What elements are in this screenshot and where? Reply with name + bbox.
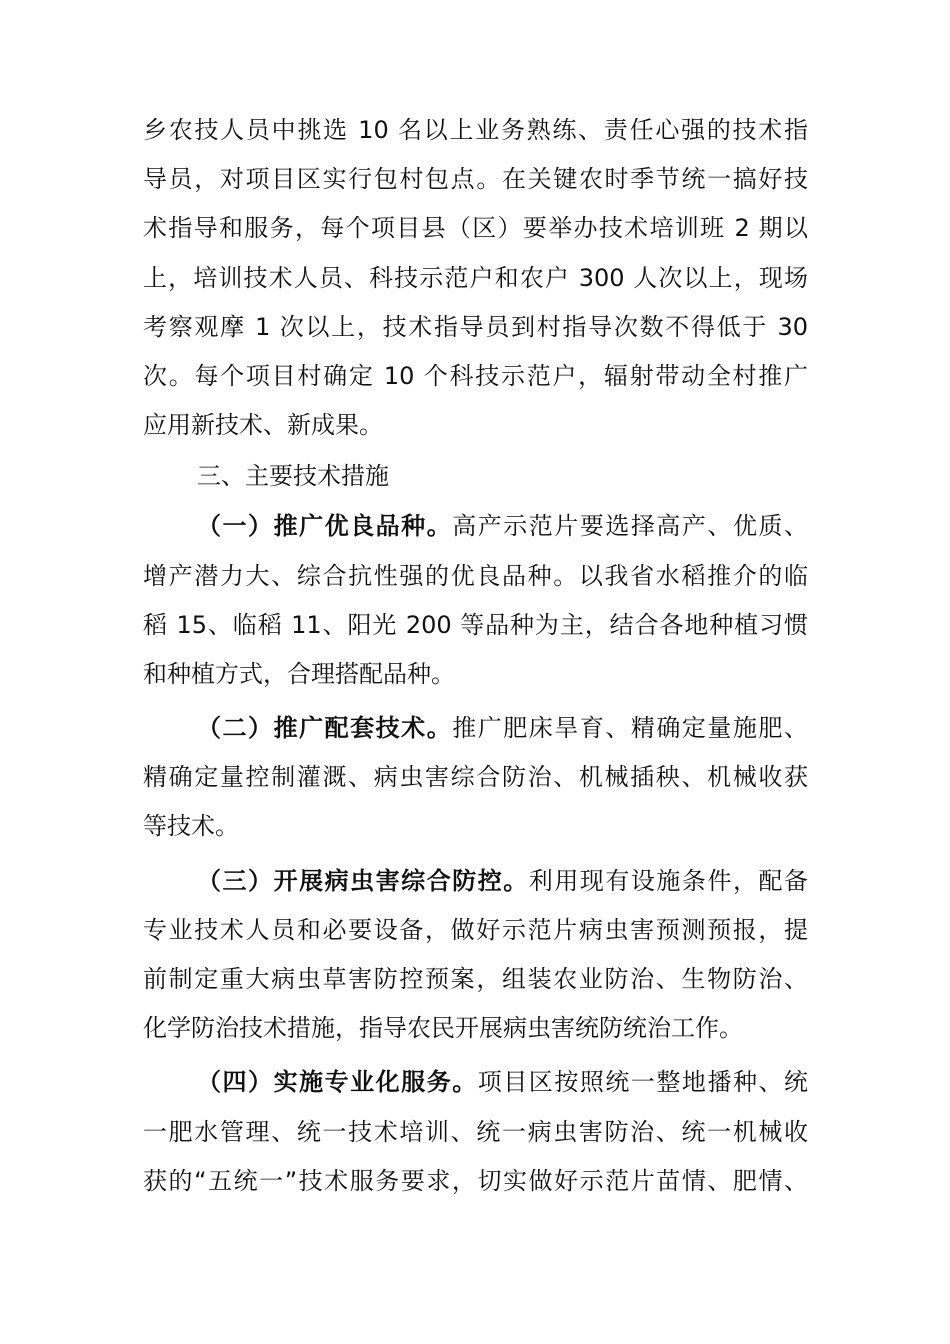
item-improved-varieties xyxy=(143,502,808,699)
text-line: 前制定重大病虫草害防控预案，组装农业防治、生物防治、 xyxy=(143,965,808,993)
text-line: 乡农技人员中挑选 10 名以上业务熟练、责任心强的技术指 xyxy=(143,116,808,144)
item-text: 高产示范片要选择高产、优质、 xyxy=(452,512,808,541)
text-line: 专业技术人员和必要设备，做好示范片病虫害预测预报，提 xyxy=(143,915,808,944)
item-text: 推广肥床旱育、精确定量施肥、 xyxy=(452,714,808,743)
paragraph-training xyxy=(143,106,808,450)
item-first-line xyxy=(143,704,808,753)
item-first-line xyxy=(143,1058,808,1107)
text-line: 一肥水管理、统一技术培训、统一病虫害防治、统一机械收 xyxy=(143,1117,808,1146)
item-first-line xyxy=(143,857,808,906)
document-page xyxy=(143,106,808,1206)
text-line: 术指导和服务，每个项目县（区）要举办技术培训班 2 期以 xyxy=(143,214,808,243)
text-line: 和种植方式，合理搭配品种。 xyxy=(143,659,455,688)
item-title: （二）推广配套技术。 xyxy=(197,714,453,743)
text-line: 次。每个项目村确定 10 个科技示范户，辐射带动全村推广 xyxy=(143,361,808,390)
text-line: 考察观摩 1 次以上，技术指导员到村指导次数不得低于 30 xyxy=(143,312,808,341)
text-line: 精确定量控制灌溉、病虫害综合防治、机械插秧、机械收获 xyxy=(143,763,808,792)
text-line: 等技术。 xyxy=(143,812,239,841)
item-title: （一）推广优良品种。 xyxy=(197,512,453,541)
section-heading: 三、主要技术措施 xyxy=(197,462,389,491)
text-line: 化学防治技术措施，指导农民开展病虫害统防统治工作。 xyxy=(143,1014,743,1043)
item-title: （四）实施专业化服务。 xyxy=(197,1068,478,1097)
text-line: 获的“五统一”技术服务要求，切实做好示范片苗情、肥情、 xyxy=(143,1166,808,1195)
text-line: 导员，对项目区实行包村包点。在关键农时季节统一搞好技 xyxy=(143,165,808,194)
item-text: 利用现有设施条件，配备 xyxy=(528,866,808,895)
item-pest-control xyxy=(143,857,808,1054)
item-supporting-tech xyxy=(143,704,808,852)
item-title: （三）开展病虫害综合防控。 xyxy=(197,866,529,895)
text-line: 上，培训技术人员、科技示范户和农户 300 人次以上，现场 xyxy=(143,263,808,292)
text-line: 增产潜力大、综合抗性强的优良品种。以我省水稻推介的临 xyxy=(143,561,808,590)
item-text: 项目区按照统一整地播种、统 xyxy=(477,1068,808,1097)
text-line: 应用新技术、新成果。 xyxy=(143,411,383,440)
item-first-line xyxy=(143,502,808,551)
item-professional-service xyxy=(143,1058,808,1206)
text-line: 稻 15、临稻 11、阳光 200 等品种为主，结合各地种植习惯 xyxy=(143,610,808,639)
